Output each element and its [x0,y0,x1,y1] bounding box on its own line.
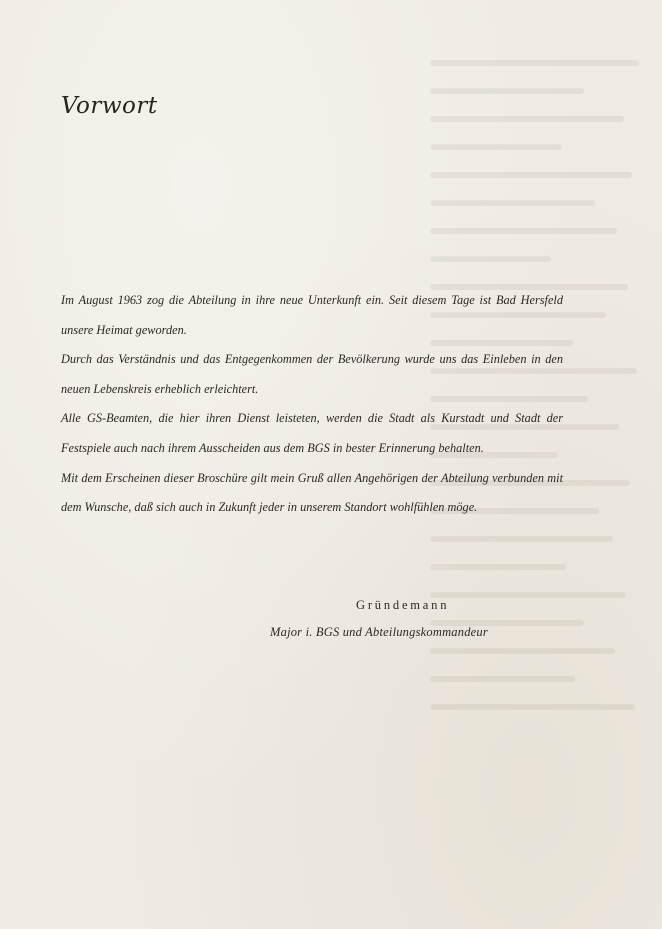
paragraph: Im August 1963 zog die Abteilung in ihre neue Unterkunft ein. Seit diesem Tage ist Bad Hersfeld unsere Heimat geworden. [61,293,563,337]
paragraph: Durch das Verständnis und das Entgegenkommen der Bevölkerung wurde uns das Einleben in den neuen Lebenskreis erheblich erleichtert. [61,352,563,396]
foreword-body [61,286,563,523]
paragraph: Mit dem Erscheinen dieser Broschüre gilt mein Gruß allen Angehörigen der Abteilung verbunden mit dem Wunsche, daß sich auch in Zukunft jeder in unserem Standort wohlfühlen möge. [61,470,563,515]
page-title: Vorwort [61,93,158,119]
paragraph: Alle GS-Beamten, die hier ihren Dienst leisteten, werden die Stadt als Kurstadt und Stadt der Festspiele auch nach ihrem Ausscheiden aus dem BGS in bester Erinnerung behalten. [61,411,563,455]
signature-name: Gründemann [356,598,450,612]
signature-title: Major i. BGS und Abteilungskommandeur [270,625,488,639]
